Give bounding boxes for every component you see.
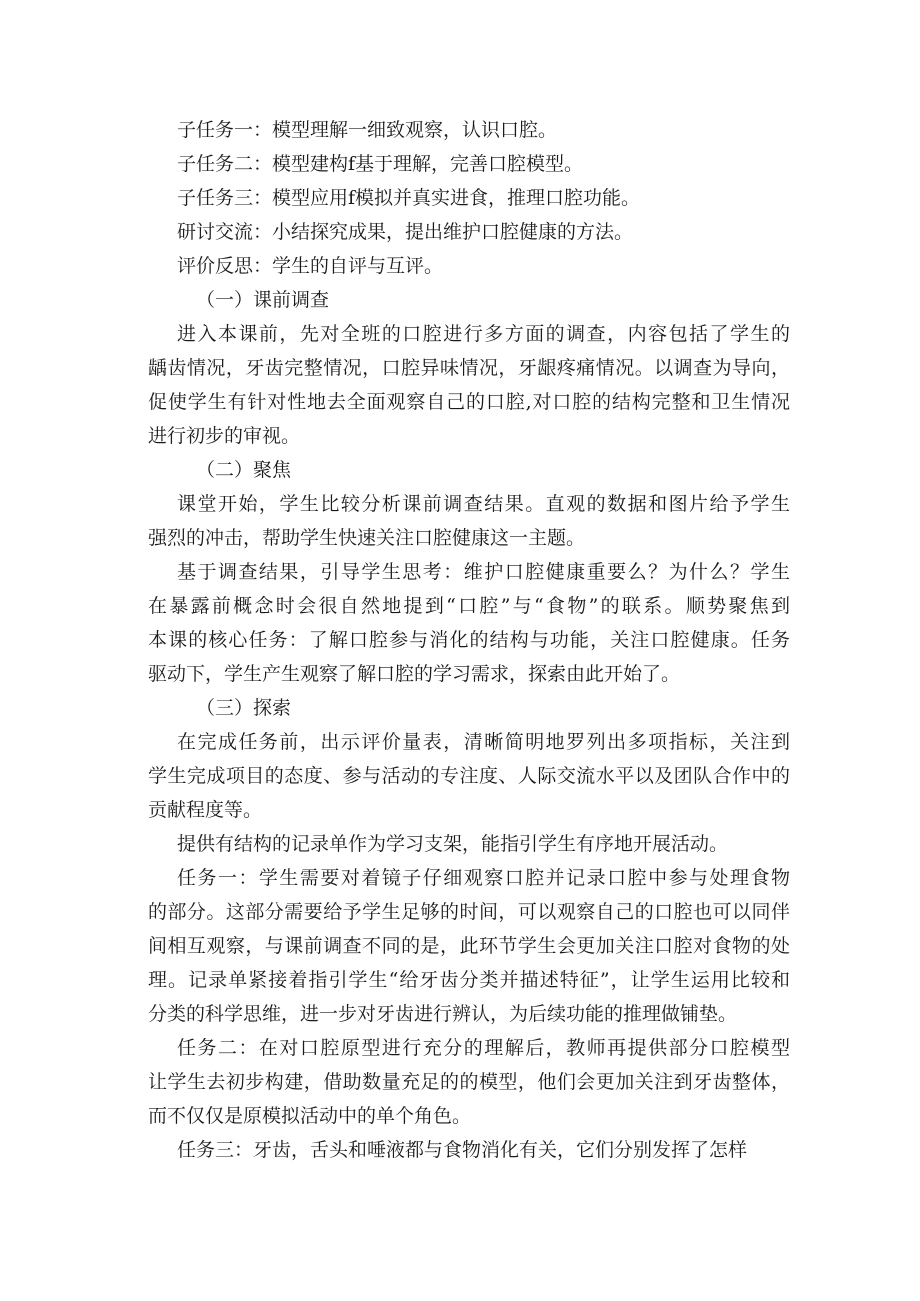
text-line: 课堂开始，学生比较分析课前调查结果。直观的数据和图片给予学生	[177, 493, 790, 515]
text-line: 强烈的冲击，帮助学生快速关注口腔健康这一主题。	[148, 527, 586, 549]
text-line: 让学生去初步构建，借助数量充足的的模型，他们会更加关注到牙齿整体，	[148, 1071, 790, 1093]
text-line: 的部分。这部分需要给予学生足够的时间，可以观察自己的口腔也可以同伴	[148, 901, 790, 923]
text-line: 促使学生有针对性地去全面观察自己的口腔,对口腔的结构完整和卫生情况	[148, 391, 790, 413]
text-line: 理。记录单紧接着指引学生“给牙齿分类并描述特征”，让学生运用比较和	[148, 969, 790, 991]
text-line: 而不仅仅是原模拟活动中的单个角色。	[148, 1105, 472, 1127]
text-line: 龋齿情况，牙齿完整情况，口腔异味情况，牙龈疼痛情况。以调查为导向，	[148, 357, 790, 379]
text-line: 子任务三：模型应用f模拟并真实进食，推理口腔功能。	[177, 187, 641, 209]
text-line: 提供有结构的记录单作为学习支架，能指引学生有序地开展活动。	[177, 833, 729, 855]
text-line: 在完成任务前，出示评价量表，清晰简明地罗列出多项指标，关注到	[177, 731, 790, 753]
text-line: （一）课前调查	[196, 289, 330, 311]
text-line: 驱动下，学生产生观察了解口腔的学习需求，探索由此开始了。	[148, 663, 681, 685]
text-line: 任务二：在对口腔原型进行充分的理解后，教师再提供部分口腔模型	[177, 1037, 790, 1059]
text-line: 研讨交流：小结探究成果，提出维护口腔健康的方法。	[177, 221, 634, 243]
text-line: 学生完成项目的态度、参与活动的专注度、人际交流水平以及团队合作中的	[148, 765, 790, 787]
text-line: 分类的科学思维，进一步对牙齿进行辨认，为后续功能的推理做铺垫。	[148, 1003, 738, 1025]
text-line: 评价反思：学生的自评与互评。	[177, 255, 444, 277]
text-line: 基于调查结果，引导学生思考：维护口腔健康重要么？为什么？学生	[177, 561, 790, 583]
text-line: 进行初步的审视。	[148, 425, 301, 447]
text-line: 在暴露前概念时会很自然地提到“口腔”与“食物”的联系。顺势聚焦到	[148, 595, 790, 617]
text-line: 本课的核心任务：了解口腔参与消化的结构与功能，关注口腔健康。任务	[148, 629, 790, 651]
text-line: 间相互观察，与课前调查不同的是，此环节学生会更加关注口腔对食物的处	[148, 935, 790, 957]
text-line: 子任务二：模型建构f基于理解，完善口腔模型。	[177, 153, 584, 175]
text-line: 贡献程度等。	[148, 799, 263, 821]
text-line: （三）探索	[196, 697, 292, 719]
text-line: 进入本课前，先对全班的口腔进行多方面的调查，内容包括了学生的	[177, 323, 790, 345]
text-line: 任务三：牙齿，舌头和唾液都与食物消化有关，它们分别发挥了怎样	[177, 1139, 748, 1161]
text-line: （二）聚焦	[196, 459, 292, 481]
text-line: 子任务一：模型理解一细致观察，认识口腔。	[177, 119, 558, 141]
text-line: 任务一：学生需要对着镜子仔细观察口腔并记录口腔中参与处理食物	[177, 867, 790, 889]
